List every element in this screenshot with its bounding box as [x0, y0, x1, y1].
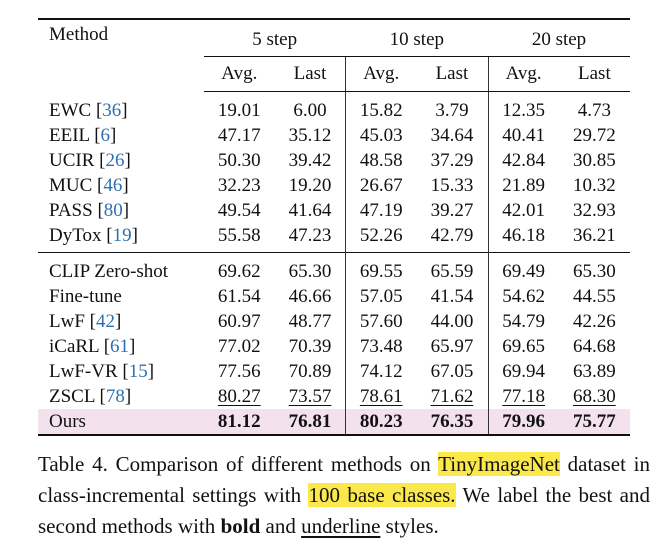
value-text: 69.94: [502, 361, 546, 382]
value-text: 44.00: [430, 311, 474, 332]
value-text: 4.73: [577, 100, 611, 121]
value-text: 48.77: [288, 311, 332, 332]
value-cell: [559, 148, 630, 173]
value-cell: [559, 284, 630, 309]
value-cell: [559, 92, 630, 124]
value-cell: [275, 253, 346, 285]
value-cell: [275, 334, 346, 359]
method-name: LwF-VR: [49, 361, 118, 382]
subheader-avg: Avg.: [488, 57, 559, 92]
value-cell: [488, 173, 559, 198]
value-text: 77.56: [217, 361, 261, 382]
value-cell: [488, 334, 559, 359]
value-text: 54.79: [502, 311, 546, 332]
caption-text: dataset in class-incremental settings with: [38, 452, 651, 507]
table-row: [38, 92, 630, 124]
value-text: 48.58: [359, 150, 403, 171]
method-name-cell: ZSCL [78]: [49, 386, 132, 407]
value-text: 65.30: [573, 261, 616, 282]
value-text: 34.64: [430, 125, 474, 146]
caption-text: and: [260, 514, 302, 538]
value-cell: [275, 284, 346, 309]
value-text: 39.27: [430, 200, 474, 221]
value-cell: [488, 384, 559, 409]
value-text: 46.18: [502, 225, 546, 246]
value-text: 73.57: [288, 386, 332, 407]
value-text: 32.93: [573, 200, 616, 221]
value-cell: [275, 384, 346, 409]
value-cell: [275, 123, 346, 148]
value-cell: [346, 148, 417, 173]
table-row: [38, 359, 630, 384]
group-header-10-step: 10 step: [346, 19, 488, 57]
value-cell: [346, 123, 417, 148]
table-row: [38, 284, 630, 309]
table-row: [38, 334, 630, 359]
results-table: [38, 18, 630, 436]
value-text: 42.26: [573, 311, 616, 332]
value-cell: [346, 334, 417, 359]
value-cell: [204, 92, 275, 124]
value-cell: [275, 309, 346, 334]
value-text: 19.01: [217, 100, 261, 121]
value-cell: [204, 198, 275, 223]
value-text: 42.79: [430, 225, 474, 246]
value-text: 65.97: [430, 336, 474, 357]
value-text: 49.54: [217, 200, 261, 221]
value-cell: [488, 359, 559, 384]
value-cell: [346, 284, 417, 309]
value-cell: [559, 309, 630, 334]
value-cell: [204, 284, 275, 309]
table-row: [38, 148, 630, 173]
value-cell: [416, 359, 488, 384]
citation-link[interactable]: 61: [110, 336, 130, 357]
value-text: 19.20: [288, 175, 332, 196]
value-cell: [346, 384, 417, 409]
value-cell: [559, 123, 630, 148]
table-caption: [38, 449, 650, 542]
table-row: [38, 309, 630, 334]
value-cell: [559, 334, 630, 359]
method-name: MUC: [49, 175, 93, 196]
group-clip-methods: [38, 253, 630, 410]
caption-text: We label the best and second methods with: [38, 483, 650, 538]
value-cell: [559, 384, 630, 409]
value-text: 77.18: [502, 386, 546, 407]
caption-underline-word: underline: [301, 514, 381, 538]
value-cell: [488, 223, 559, 253]
table-row: [38, 253, 630, 285]
method-name: EEIL: [49, 125, 90, 146]
value-cell: [488, 409, 559, 435]
value-text: 47.19: [359, 200, 403, 221]
value-text: 61.54: [217, 286, 261, 307]
value-cell: [346, 173, 417, 198]
subheader-avg: Avg.: [204, 57, 275, 92]
caption-highlight-base-classes: 100 base classes.: [308, 483, 456, 507]
value-cell: [559, 223, 630, 253]
value-cell: [416, 223, 488, 253]
value-cell: [346, 309, 417, 334]
subheader-last: Last: [416, 57, 488, 92]
value-text: 44.55: [573, 286, 616, 307]
method-name-cell: EEIL [6]: [49, 125, 117, 146]
value-text: 52.26: [359, 225, 403, 246]
value-text: 45.03: [359, 125, 403, 146]
value-text: 40.41: [502, 125, 546, 146]
method-header: Method: [38, 19, 204, 92]
value-text: 67.05: [430, 361, 474, 382]
value-text: 80.23: [359, 411, 403, 432]
citation-link[interactable]: 46: [103, 175, 123, 196]
citation-link[interactable]: 26: [105, 150, 125, 171]
value-cell: [559, 253, 630, 285]
value-text: 42.01: [502, 200, 546, 221]
value-cell: [204, 334, 275, 359]
method-name: UCIR: [49, 150, 95, 171]
value-cell: [559, 173, 630, 198]
group-ours: [38, 409, 630, 435]
value-text: 75.77: [573, 411, 616, 432]
value-cell: [488, 253, 559, 285]
value-cell: [204, 123, 275, 148]
value-cell: [559, 359, 630, 384]
value-text: 63.89: [573, 361, 616, 382]
table-row: [38, 173, 630, 198]
value-cell: [346, 359, 417, 384]
table-row: [38, 123, 630, 148]
value-text: 15.33: [430, 175, 474, 196]
method-name-cell: LwF [42]: [49, 311, 122, 332]
method-name: Ours: [49, 411, 86, 432]
value-cell: [416, 198, 488, 223]
citation-link[interactable]: 80: [103, 200, 123, 221]
value-text: 73.48: [359, 336, 403, 357]
value-cell: [275, 359, 346, 384]
value-text: 81.12: [217, 411, 261, 432]
subheader-last: Last: [559, 57, 630, 92]
value-cell: [488, 309, 559, 334]
method-name: Fine-tune: [49, 286, 122, 307]
method-name: EWC: [49, 99, 92, 121]
value-cell: [275, 223, 346, 253]
value-text: 64.68: [573, 336, 616, 357]
value-cell: [346, 223, 417, 253]
value-text: 78.61: [359, 386, 403, 407]
value-cell: [488, 123, 559, 148]
subheader-avg: Avg.: [346, 57, 417, 92]
value-cell: [416, 123, 488, 148]
method-name: DyTox: [49, 225, 102, 246]
value-cell: [416, 334, 488, 359]
value-text: 76.81: [288, 411, 332, 432]
value-cell: [204, 253, 275, 285]
value-text: 55.58: [217, 225, 261, 246]
value-cell: [275, 173, 346, 198]
citation-link[interactable]: 78: [105, 386, 125, 407]
value-text: 47.23: [288, 225, 332, 246]
value-cell: [416, 384, 488, 409]
method-name: LwF: [49, 311, 85, 332]
header-row-groups: [38, 19, 630, 57]
value-text: 71.62: [430, 386, 474, 407]
value-text: 47.17: [217, 125, 261, 146]
value-cell: [346, 253, 417, 285]
value-cell: [275, 198, 346, 223]
value-text: 70.39: [288, 336, 332, 357]
value-cell: [416, 409, 488, 435]
value-cell: [488, 148, 559, 173]
method-name: PASS: [49, 200, 93, 221]
value-cell: [346, 92, 417, 124]
value-text: 70.89: [288, 361, 332, 382]
citation-link[interactable]: 19: [112, 225, 132, 246]
table-row: [38, 223, 630, 253]
method-name: CLIP Zero-shot: [49, 261, 169, 282]
caption-text: Table 4. Comparison of different methods on: [38, 452, 439, 476]
value-text: 79.96: [502, 411, 546, 432]
value-text: 36.21: [573, 225, 616, 246]
value-cell: [275, 148, 346, 173]
value-text: 29.72: [573, 125, 616, 146]
table-row: [38, 384, 630, 409]
value-text: 12.35: [502, 100, 546, 121]
value-text: 50.30: [217, 150, 261, 171]
value-text: 69.49: [502, 261, 546, 282]
method-name: iCaRL: [49, 336, 99, 357]
value-cell: [204, 148, 275, 173]
group-header-5-step: 5 step: [204, 19, 346, 57]
value-text: 15.82: [359, 100, 403, 121]
value-cell: [559, 409, 630, 435]
value-cell: [416, 148, 488, 173]
value-text: 69.62: [217, 261, 261, 282]
value-text: 41.64: [288, 200, 332, 221]
table-row: [38, 198, 630, 223]
value-cell: [488, 198, 559, 223]
value-text: 65.30: [288, 261, 332, 282]
value-cell: [559, 198, 630, 223]
value-text: 69.65: [502, 336, 546, 357]
value-text: 68.30: [573, 386, 616, 407]
citation-link[interactable]: 6: [100, 125, 111, 146]
value-text: 60.97: [217, 311, 261, 332]
value-text: 42.84: [502, 150, 546, 171]
value-text: 35.12: [288, 125, 332, 146]
value-text: 57.60: [359, 311, 403, 332]
value-text: 26.67: [359, 175, 403, 196]
method-name-cell: DyTox [19]: [49, 225, 138, 246]
method-name-cell: LwF-VR [15]: [49, 361, 155, 382]
method-name-cell: iCaRL [61]: [49, 336, 136, 357]
value-text: 46.66: [288, 286, 332, 307]
citation-link[interactable]: 15: [128, 361, 148, 382]
value-cell: [416, 173, 488, 198]
value-cell: [275, 409, 346, 435]
value-text: 30.85: [573, 150, 616, 171]
method-name-cell: UCIR [26]: [49, 150, 131, 171]
value-text: 77.02: [217, 336, 261, 357]
value-cell: [204, 309, 275, 334]
value-text: 57.05: [359, 286, 403, 307]
value-text: 69.55: [359, 261, 403, 282]
value-cell: [488, 92, 559, 124]
value-text: 74.12: [359, 361, 403, 382]
caption-highlight-dataset: TinyImageNet: [438, 452, 560, 476]
method-name-cell: [38, 253, 204, 285]
caption-bold-word: bold: [220, 514, 261, 538]
value-text: 41.54: [430, 286, 474, 307]
value-text: 76.35: [430, 411, 474, 432]
value-text: 6.00: [293, 100, 327, 121]
method-name-cell: [38, 284, 204, 309]
value-cell: [416, 309, 488, 334]
value-cell: [416, 92, 488, 124]
method-name-cell: EWC [36]: [49, 99, 128, 121]
value-text: 65.59: [430, 261, 474, 282]
caption-text: styles.: [380, 514, 439, 538]
value-cell: [416, 284, 488, 309]
subheader-last: Last: [275, 57, 346, 92]
citation-link[interactable]: 42: [95, 311, 115, 332]
value-cell: [275, 92, 346, 124]
value-cell: [204, 409, 275, 435]
value-text: 10.32: [573, 175, 616, 196]
citation-link[interactable]: 36: [102, 99, 122, 121]
value-text: 37.29: [430, 150, 474, 171]
value-cell: [416, 253, 488, 285]
value-cell: [204, 223, 275, 253]
value-text: 80.27: [217, 386, 261, 407]
value-cell: [204, 359, 275, 384]
value-text: 32.23: [217, 175, 261, 196]
value-cell: [346, 409, 417, 435]
method-name-cell: [38, 409, 204, 435]
group-traditional-methods: [38, 92, 630, 253]
value-cell: [204, 384, 275, 409]
method-name-cell: PASS [80]: [49, 200, 130, 221]
value-text: 21.89: [502, 175, 546, 196]
value-text: 3.79: [435, 100, 469, 121]
table-row-ours: [38, 409, 630, 435]
value-cell: [204, 173, 275, 198]
method-name-cell: MUC [46]: [49, 175, 129, 196]
value-cell: [488, 284, 559, 309]
group-header-20-step: 20 step: [488, 19, 630, 57]
value-cell: [346, 198, 417, 223]
value-text: 39.42: [288, 150, 332, 171]
method-name: ZSCL: [49, 386, 95, 407]
value-text: 54.62: [502, 286, 546, 307]
